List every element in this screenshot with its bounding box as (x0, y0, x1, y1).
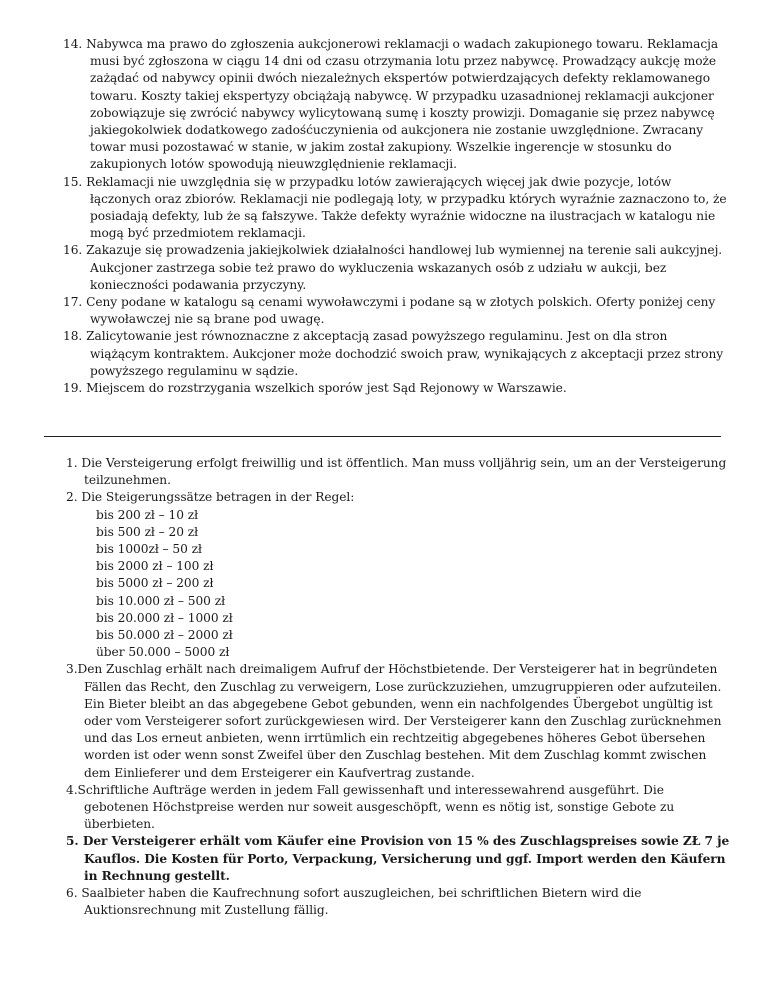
rule-text: Ceny podane w katalogu są cenami wywoławczymi i podane są w złotych polskich. Oferty poniżej ceny wywoławczej nie są brane pod uwagę. (86, 295, 716, 327)
rule-number: 16. (63, 243, 83, 258)
rule-15 (44, 174, 730, 243)
rule-number: 6. (66, 886, 78, 901)
rule-text: Zalicytowanie jest równoznaczne z akceptacją zasad powyższego regulaminu. Jest on dla stron wiążącym kontraktem. Aukcjoner może dochodzić swoich praw, wynikających z akceptacji przez strony powyższego regulaminu w sądzie. (86, 329, 724, 378)
rule-number: 19. (63, 381, 83, 396)
polish-rules-section (44, 36, 730, 397)
rule-text: Reklamacji nie uwzględnia się w przypadku lotów zawierających więcej jak dwie pozycje, lotów łączonych oraz zbiorów. Reklamacji nie podlegają loty, w przypadku których wyraźnie zaznaczono to, że posiadają defekty, lub że są fałszywe. Także defekty wyraźnie widoczne na ilustracjach w katalogu nie mogą być przedmiotem reklamacji. (86, 174, 727, 241)
rule-de-3 (44, 661, 730, 781)
rule-de-4 (44, 782, 730, 834)
rule-16 (44, 242, 730, 294)
rule-text: Zakazuje się prowadzenia jakiejkolwiek działalności handlowej lub wymiennej na terenie sali aukcyjnej. Aukcjoner zastrzega sobie też prawo do wykluczenia wskazanych osób z udziału w aukcji, bez konieczności podawania przyczyny. (86, 243, 723, 292)
rule-text: Die Versteigerung erfolgt freiwillig und ist öffentlich. Man muss volljährig sein, um an der Versteigerung teilzunehmen. (81, 456, 727, 488)
rule-de-5 (44, 833, 730, 885)
rule-text: Miejscem do rozstrzygania wszelkich sporów jest Sąd Rejonowy w Warszawie. (86, 381, 567, 396)
rule-text: Nabywca ma prawo do zgłoszenia aukcjonerowi reklamacji o wadach zakupionego towaru. Reklamacja musi być zgłoszona w ciągu 14 dni od czasu otrzymania lotu przez nabywcę. Prowadzący aukcję może zażądać od nabywcy opinii dwóch niezależnych ekspertów potwierdzających defekty reklamowanego towaru. Koszty takiej ekspertyzy obciążają nabywcę. W przypadku uzasadnionej reklamacji aukcjoner zobowiązuje się zwrócić nabywcy wylicytowaną sumę i koszty prowizji. Domaganie się przez nabywcę jakiegokolwiek dodatkowego zadośćuczynienia od aukcjonera nie zostanie uwzględnione. Zwracany towar musi pozostawać w stanie, w jakim został zakupiony. Wszelkie ingerencje w stosunku do zakupionych lotów spowodują nieuwzględnienie reklamacji. (86, 37, 719, 172)
rate-line: bis 5000 zł – 200 zł (96, 576, 214, 591)
rate-line: bis 10.000 zł – 500 zł (96, 593, 225, 608)
rule-text: Schriftliche Aufträge werden in jedem Fall gewissenhaft und interessewahrend ausgeführt. Die gebotenen Höchstpreise werden nur soweit ausgeschöpft, wenn es nötig ist, sonstige Gebote zu überbieten. (77, 782, 675, 832)
rate-line: bis 1000zł – 50 zł (96, 542, 202, 557)
rule-de-2 (44, 489, 730, 506)
rule-14 (44, 36, 730, 174)
rate-line: bis 20.000 zł – 1000 zł (96, 610, 233, 625)
section-divider (44, 436, 721, 437)
rate-line: über 50.000 – 5000 zł (96, 645, 230, 660)
german-rules-section (44, 455, 730, 919)
rule-text: Den Zuschlag erhält nach dreimaligem Aufruf der Höchstbietende. Der Versteigerer hat in begründeten Fällen das Recht, den Zuschlag zu verweigern, Lose zurückzuziehen, umzugruppieren oder aufzuteilen. Ein Bieter bleibt an das abgegebene Gebot gebunden, wenn ein nachfolgendes Übergebot ungültig ist oder vom Versteigerer sofort zurückgewiesen wird. Der Versteigerer kann den Zuschlag zurücknehmen und das Los erneut anbieten, wenn irrtümlich ein rechtzeitig abgegebenes höheres Gebot übersehen worden ist oder wenn sonst Zweifel über den Zuschlag bestehen. Mit dem Zuschlag kommt zwischen dem Einlieferer und dem Ersteigerer ein Kaufvertrag zustande. (77, 662, 722, 780)
rule-number: 17. (63, 295, 83, 310)
rule-text: Die Steigerungssätze betragen in der Regel: (81, 490, 355, 505)
rule-number: 2. (66, 490, 78, 505)
rule-number: 3. (66, 662, 78, 677)
rule-19 (44, 380, 730, 397)
rule-text: Der Versteigerer erhält vom Käufer eine Provision von 15 % des Zuschlagspreises sowie ZŁ 7 je Kauflos. Die Kosten für Porto, Verpackung, Versicherung und ggf. Import werden den Käufern in Rechnung gestellt. (82, 834, 730, 883)
rule-17 (44, 294, 730, 328)
rule-number: 5. (66, 834, 79, 849)
rule-number: 1. (66, 456, 78, 470)
rate-line: bis 50.000 zł – 2000 zł (96, 628, 233, 643)
rule-de-1 (44, 455, 730, 489)
rate-line: bis 500 zł – 20 zł (96, 524, 199, 539)
rule-de-6 (44, 885, 730, 919)
rate-line: bis 200 zł – 10 zł (96, 507, 199, 522)
rule-number: 15. (63, 174, 83, 189)
rule-18 (44, 328, 730, 380)
rate-line: bis 2000 zł – 100 zł (96, 559, 214, 574)
rule-number: 14. (63, 37, 83, 51)
rule-number: 18. (63, 329, 83, 344)
rule-text: Saalbieter haben die Kaufrechnung sofort auszugleichen, bei schriftlichen Bietern wird die Auktionsrechnung mit Zustellung fällig. (81, 886, 642, 918)
rule-number: 4. (66, 782, 78, 797)
